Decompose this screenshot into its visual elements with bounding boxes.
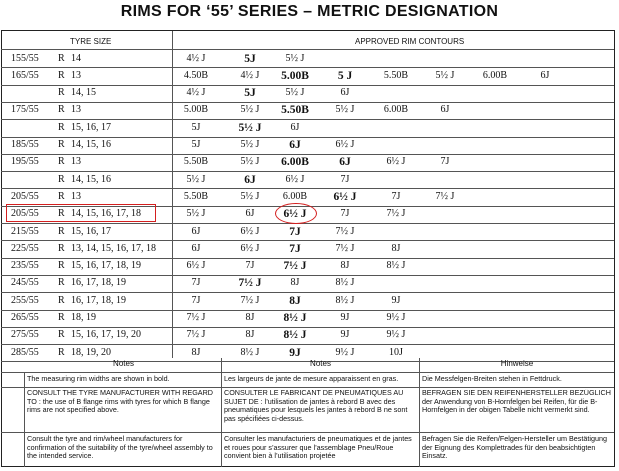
note-bold-fr: Les largeurs de jante de mesure apparaissent en gras. [224,375,399,383]
rim-contour: 7J [245,260,255,272]
rim-construction: R [58,312,65,323]
rim-contour: 5½ J [240,190,260,202]
row-divider [1,310,614,311]
notes-column-divider [419,358,420,467]
tyre-size: 195/55 [11,156,39,168]
note-bold-en: The measuring rim widths are shown in bold. [27,375,170,383]
measuring-rim-contour: 7J [289,242,301,255]
notes-header-de: Hinweise [500,359,534,368]
row-divider [1,102,614,103]
rim-contour: 7J [191,294,201,306]
rim-diameters: 16, 17, 18, 19 [71,294,126,306]
notes-margin-divider [24,372,25,467]
rim-contour: 8½ J [335,294,355,306]
rim-contour: 6J [191,242,201,254]
tyre-size: 155/55 [11,52,39,64]
rim-contour: 7½ J [335,225,355,237]
rim-diameters: 13 [71,190,81,202]
rim-contour: 5J [191,139,201,150]
rim-contour: 6½ J [386,156,406,168]
rim-construction: R [58,242,65,254]
note-consult-fr: Consulter les manufacturiers de pneumatiques et de jantes et roues pour s’assurer que l’assemblage Pneu/Roue convient bien à l’utilisation projetée [224,435,412,461]
note-flange-en: CONSULT THE TYRE MANUFACTURER WITH REGARD TO : the use of B flange rims with tyres for which B flange rims are not specified above. [27,389,213,415]
rim-construction: R [58,277,65,289]
size-column-divider [172,31,173,358]
measuring-rim-contour: 7½ J [283,260,307,273]
rim-construction: R [58,87,65,99]
rim-construction: R [58,190,65,202]
rim-contour: 6.00B [482,69,508,81]
rim-contour: 5½ J [186,173,206,185]
tyre-size: 165/55 [11,69,39,81]
rim-diameters: 15, 16, 17, 19, 20 [71,329,141,341]
tyre-size: 225/55 [11,242,39,254]
rim-contour: 6J [290,121,300,133]
measuring-rim-contour: 8½ J [283,329,307,342]
measuring-rim-contour: 5.00B [281,69,309,82]
rim-contour: 8J [290,277,300,289]
tyre-size: 275/55 [11,329,39,341]
row-divider [1,223,614,224]
rim-contour: 5½ J [240,156,260,168]
rim-diameters: 13 [71,156,81,168]
rim-construction: R [58,139,65,150]
rim-diameters: 16, 17, 18, 19 [71,277,126,289]
rim-contour: 6½ J [335,139,355,150]
rim-contour: 5.50B [383,69,409,81]
notes-divider [1,432,614,433]
rim-diameters: 13 [71,69,81,81]
measuring-rim-contour: 6½ J [283,208,307,221]
rim-contour: 6.00B [282,190,308,202]
measuring-rim-contour: 7J [289,225,301,238]
row-divider [1,292,614,293]
rim-contour: 7½ J [386,208,406,220]
rim-contour: 9½ J [386,329,406,341]
rim-diameters: 18, 19, 20 [71,346,111,358]
measuring-rim-contour: 5J [244,87,256,100]
rim-contour: 6J [440,104,450,116]
rim-construction: R [58,329,65,341]
rim-contour: 5.00B [183,104,209,116]
rim-diameters: 13 [71,104,81,116]
rim-contour: 7½ J [435,190,455,202]
measuring-rim-contour: 5J [244,52,256,65]
rim-contour: 5½ J [335,104,355,116]
measuring-rim-contour: 5.50B [281,104,309,117]
notes-column-divider [221,358,222,467]
note-flange-de: BEFRAGEN SIE DEN REIFENHERSTELLER BEZÜGLICH der Anwendung von B-Hornfelgen bei Reifen, für die B-Hornfelgen in der obigen Tabelle nicht vermerkt sind. [422,389,611,415]
rim-contour: 5.50B [183,156,209,168]
rim-diameters: 14, 15, 16 [71,139,111,150]
tyre-size: 185/55 [11,139,39,150]
rim-contour: 8½ J [240,346,260,358]
highlight-row-box [6,204,156,222]
measuring-rim-contour: 6J [289,139,301,151]
row-divider [1,85,614,86]
rim-contour: 5.50B [183,190,209,202]
note-consult-de: Befragen Sie die Reifen/Felgen-Hersteller um Bestätigung der Eignung des Komplettrades für den beabsichtigten Einsatz. [422,435,607,461]
rim-diameters: 13, 14, 15, 16, 17, 18 [71,242,156,254]
tyre-size-header: TYRE SIZE [70,37,112,46]
rim-construction: R [58,260,65,272]
rim-contour: 7½ J [335,242,355,254]
rim-contour: 5½ J [240,104,260,116]
rim-construction: R [58,52,65,64]
rim-contour: 6½ J [240,225,260,237]
rim-contour: 8J [245,312,255,323]
rim-contour: 8J [340,260,350,272]
rim-contour: 6½ J [285,173,305,185]
rim-contour: 9J [340,329,350,341]
rim-diameters: 14, 15, 16, 17, 18 [71,208,141,220]
rim-diameters: 14 [71,52,81,64]
row-divider [1,258,614,259]
note-flange-fr: CONSULTER LE FABRICANT DE PNEUMATIQUES AU SUJET DE : l’utilisation de jantes à rebord B avec des pneumatiques pour lesquels les jantes à rebord B ne sont pas spécifiées ci-dessus. [224,389,408,423]
notes-divider [1,387,614,388]
note-bold-de: Die Messfelgen-Breiten stehen in Fettdruck. [422,375,562,383]
header-divider [1,49,614,50]
rim-contour: 5J [191,121,201,133]
rim-contour: 6J [340,87,350,99]
row-divider [1,119,614,120]
rim-construction: R [58,346,65,358]
rim-contour: 8J [191,346,201,358]
rim-contour: 6.00B [383,104,409,116]
rim-diameters: 18, 19 [71,312,96,323]
page-title: RIMS FOR ‘55’ SERIES – METRIC DESIGNATION [120,3,499,20]
rim-diameters: 15, 16, 17 [71,121,111,133]
tyre-size: 265/55 [11,312,39,323]
rim-contour: 7J [340,208,350,220]
rim-contour: 9½ J [386,312,406,323]
rim-construction: R [58,121,65,133]
highlight-rim-oval [275,203,317,224]
rim-contour: 7½ J [186,312,206,323]
rim-contour: 8½ J [386,260,406,272]
approved-rim-contours-header: APPROVED RIM CONTOURS [355,37,465,46]
rim-contour: 9½ J [335,346,355,358]
rim-construction: R [58,173,65,185]
measuring-rim-contour: 6J [244,173,256,186]
notes-header-divider [1,372,614,373]
tyre-size: 245/55 [11,277,39,289]
rim-contour: 7J [340,173,350,185]
measuring-rim-contour: 9J [289,346,301,359]
rim-contour: 8J [391,242,401,254]
row-divider [1,171,614,172]
row-divider [1,188,614,189]
rim-contour: 7J [391,190,401,202]
measuring-rim-contour: 6.00B [281,156,309,169]
notes-header-en: Notes [113,359,134,368]
rim-construction: R [58,294,65,306]
rim-contour: 4½ J [240,69,260,81]
tyre-size: 255/55 [11,294,39,306]
tyre-size: 235/55 [11,260,39,272]
rim-contour: 6J [540,69,550,81]
row-divider [1,154,614,155]
rim-contour: 6J [245,208,255,220]
rim-diameters: 14, 15 [71,87,96,99]
rim-diameters: 15, 16, 17 [71,225,111,237]
rim-contour: 7J [191,277,201,289]
rim-construction: R [58,104,65,116]
row-divider [1,67,614,68]
rim-contour: 10J [389,346,403,358]
measuring-rim-contour: 6½ J [333,190,357,203]
rim-contour: 4.50B [183,69,209,81]
rim-contour: 5½ J [285,87,305,99]
tyre-size: 205/55 [11,190,39,202]
tyre-size: 205/55 [11,208,39,220]
measuring-rim-contour: 5½ J [238,121,262,134]
measuring-rim-contour: 6J [339,156,351,169]
tyre-size: 215/55 [11,225,39,237]
measuring-rim-contour: 7½ J [238,277,262,290]
rim-diameters: 14, 15, 16 [71,173,111,185]
rim-contour: 4½ J [186,52,206,64]
row-divider [1,137,614,138]
rim-contour: 5½ J [285,52,305,64]
tyre-size: 285/55 [11,346,39,358]
tyre-size: 175/55 [11,104,39,116]
rim-contour: 5½ J [186,208,206,220]
rim-contour: 4½ J [186,87,206,99]
rim-contour: 8J [245,329,255,341]
rim-construction: R [58,225,65,237]
measuring-rim-contour: 5 J [337,69,353,82]
note-consult-en: Consult the tyre and rim/wheel manufacturers for confirmation of the suitability of the tyre/wheel assembly to the intended service. [27,435,213,461]
row-divider [1,327,614,328]
rim-contour: 6J [191,225,201,237]
rim-contour: 6½ J [186,260,206,272]
rim-diameters: 15, 16, 17, 18, 19 [71,260,141,272]
rim-contour: 8½ J [335,277,355,289]
notes-header-fr: Notes [310,359,331,368]
row-divider [1,240,614,241]
rim-contour: 7½ J [240,294,260,306]
rim-contour: 9J [340,312,350,323]
rim-contour: 7J [440,156,450,168]
rim-contour: 6½ J [240,242,260,254]
measuring-rim-contour: 8½ J [283,312,307,324]
row-divider [1,344,614,345]
rim-contour: 5½ J [435,69,455,81]
rim-construction: R [58,208,65,220]
rim-contour: 7½ J [186,329,206,341]
rim-construction: R [58,156,65,168]
rim-construction: R [58,69,65,81]
rim-contour: 5½ J [240,139,260,150]
rim-contour: 9J [391,294,401,306]
row-divider [1,275,614,276]
measuring-rim-contour: 8J [289,294,301,307]
